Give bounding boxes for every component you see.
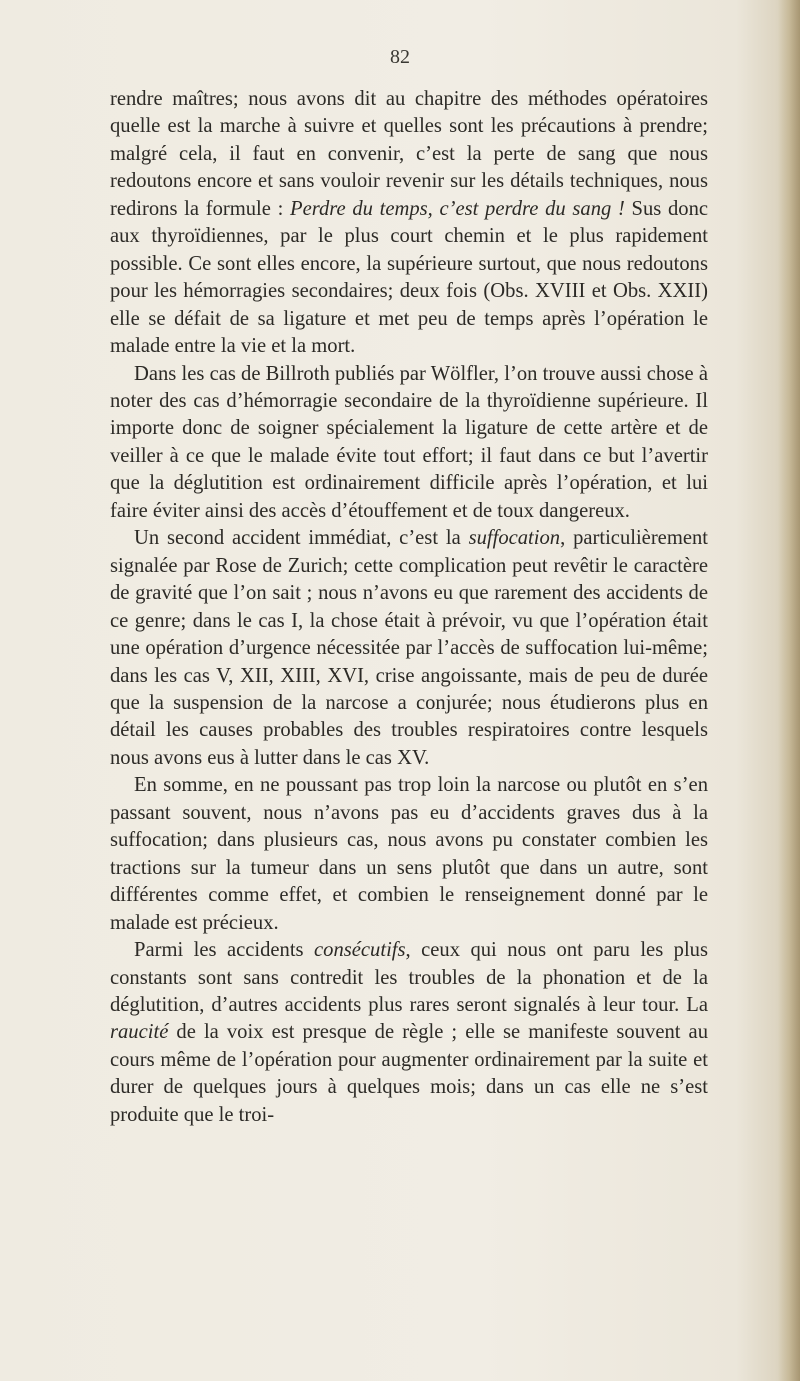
paragraph-3: [110, 525, 708, 772]
paragraph-3-after: , particulièrement signalée par Rose de Zurich; cette complication peut revêtir le caractère de gravité que l’on sait ; nous n’avons eu que rarement des accidents de ce genre; dans le cas I, la chose était à prévoir, vu que l’opération était une opération d’urgence nécessitée par l’accès de suffocation lui-même; dans les cas V, XII, XIII, XVI, crise angoissante, mais de peu de durée que la suspension de la narcose a conjurée; nous étudierons plus en détail les causes probables des troubles respiratoires contre lesquels nous avons eus à lutter dans le cas XV.: [110, 527, 709, 769]
paragraph-3-text: Un second accident immédiat, c’est la: [134, 527, 469, 550]
paragraph-5: [110, 937, 708, 1129]
paragraph-1-after: Sus donc aux thyroïdiennes, par le plus court chemin et le plus rapidement possible. Ce sont elles encore, la supérieure surtout, que nous redoutons pour les hémorragies secondaires; deux fois (Obs. XVIII et Obs. XXII) elle se défait de sa ligature et met peu de temps après l’opération le malade entre la vie et la mort.: [110, 197, 709, 358]
paragraph-5-italic-2: raucité: [110, 1021, 169, 1044]
paragraph-5-text: Parmi les accidents: [134, 939, 315, 962]
body-text: [110, 86, 708, 1129]
page-number: 82: [390, 46, 410, 68]
paragraph-1-italic: Perdre du temps, c’est perdre du sang !: [290, 197, 625, 220]
paragraph-2-text: Dans les cas de Billroth publiés par Wölfler, l’on trouve aussi chose à noter des cas d’hémorragie secondaire de la thyroïdienne supérieure. Il importe donc de soigner spécialement la ligature de cette artère et de veiller à ce que le malade évite tout effort; il faut dans ce but l’avertir que la déglutition est ordinairement difficile après l’opération, et lui faire éviter ainsi des accès d’étouffement et de toux dangereux.: [110, 362, 708, 522]
paragraph-5-after-2: de la voix est presque de règle ; elle se manifeste souvent au cours même de l’opération pour augmenter ordinairement par la suite et durer de quelques jours à quelques mois; dans un cas elle ne s’est produite que le troi-: [110, 1021, 708, 1126]
paragraph-3-italic: suffocation: [468, 527, 561, 550]
paragraph-4-text: En somme, en ne poussant pas trop loin la narcose ou plutôt en s’en passant souvent, nous n’avons pas eu d’accidents graves dus à la suffocation; dans plusieurs cas, nous avons pu constater combien les tractions sur la tumeur dans un sens plutôt que dans un autre, sont différentes comme effet, et combien le renseignement donné par le malade est précieux.: [110, 774, 708, 934]
page-edge-shadow: [778, 0, 800, 1381]
paragraph-4: [110, 772, 708, 937]
paragraph-5-italic: consécutifs: [314, 939, 406, 962]
paragraph-5-after: , ceux qui nous ont paru les plus constants sont sans contredit les troubles de la phonation et de la déglutition, d’autres accidents plus rares seront signalés à leur tour. La: [110, 939, 708, 1016]
paragraph-2: [110, 361, 708, 526]
paragraph-1-text: rendre maîtres; nous avons dit au chapitre des méthodes opératoires quelle est la marche à suivre et quelles sont les précautions à prendre; malgré cela, il faut en convenir, c’est la perte de sang que nous redoutons encore et sans vouloir revenir sur les détails techniques, nous redirons la formule :: [110, 88, 708, 220]
paragraph-1: [110, 86, 708, 361]
